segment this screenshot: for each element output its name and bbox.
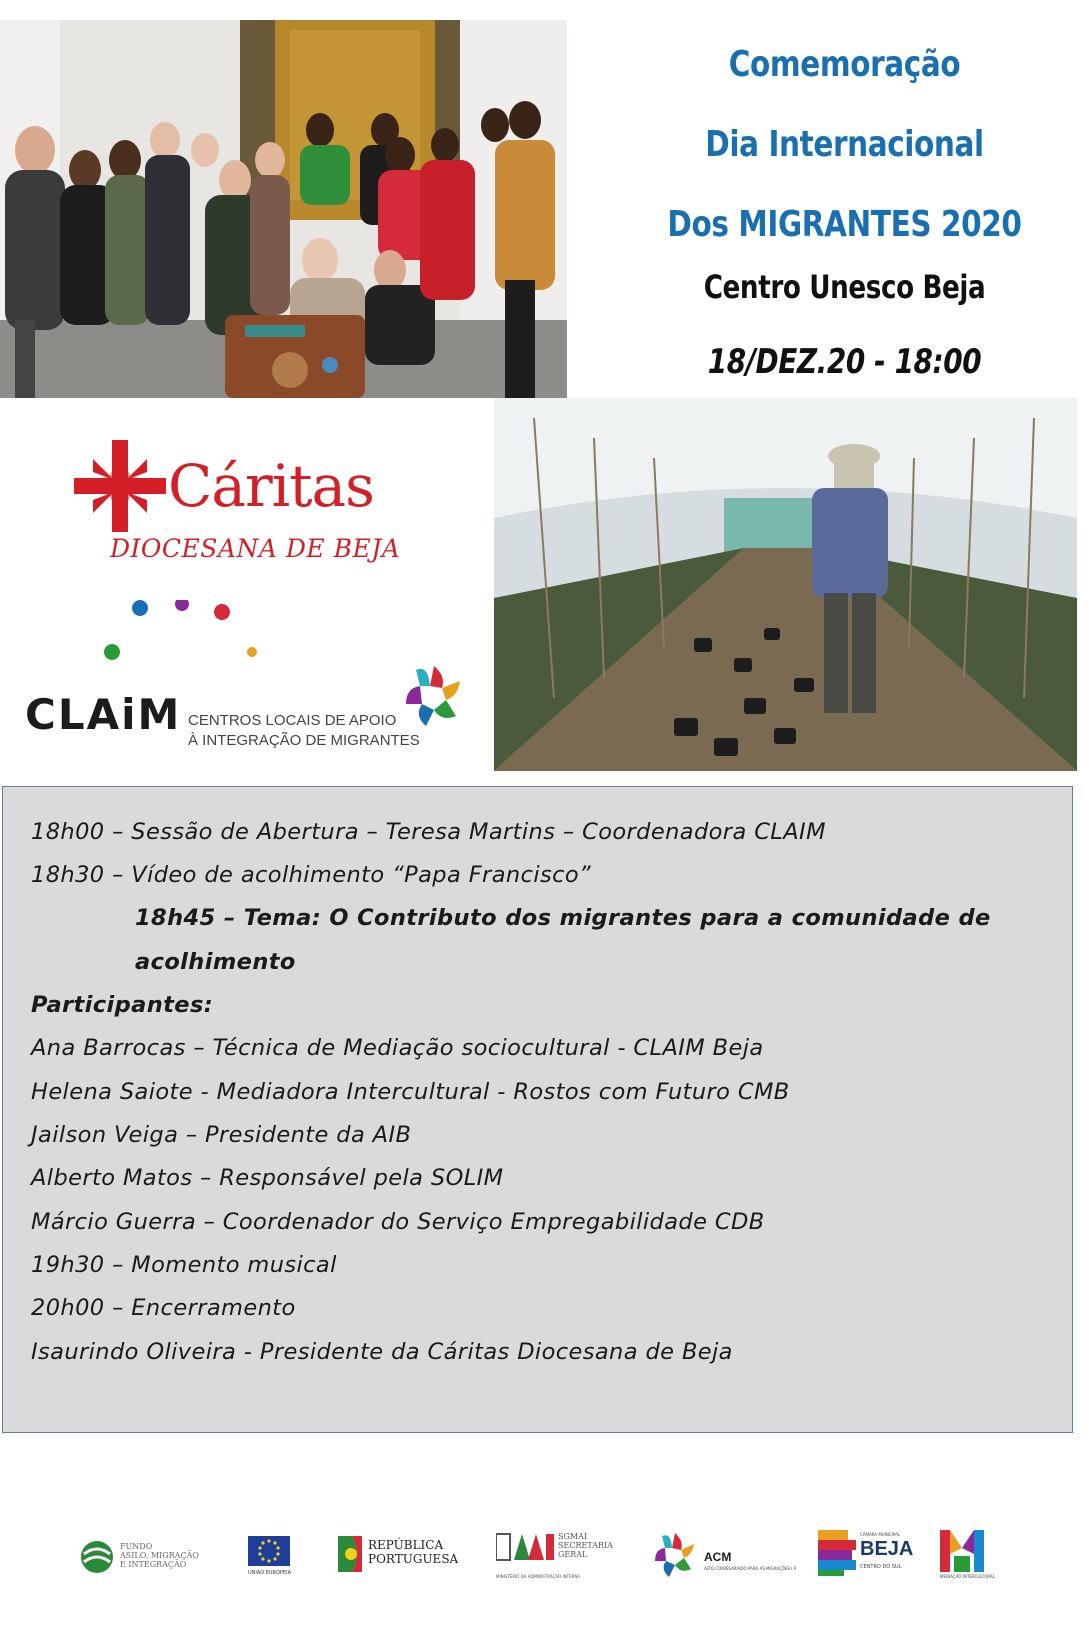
programme-participant: Helena Saiote - Mediadora Intercultural - Rostos com Futuro CMB xyxy=(31,1079,790,1105)
programme-participant: Alberto Matos – Responsável pela SOLIM xyxy=(31,1165,504,1191)
sgmai-logo xyxy=(496,1532,636,1586)
programme-line-theme: 18h45 – Tema: O Contributo dos migrantes para a comunidade de xyxy=(135,905,991,931)
programme-line-opening: 18h00 – Sessão de Abertura – Teresa Martins – Coordenadora CLAIM xyxy=(31,819,826,845)
programme-line-closing-speaker: Isaurindo Oliveira - Presidente da Cáritas Diocesana de Beja xyxy=(31,1339,733,1365)
title-line-commemoration: Comemoração xyxy=(728,44,961,85)
title-line-international-day: Dia Internacional xyxy=(705,124,984,165)
title-line-migrants-2020: Dos MIGRANTES 2020 xyxy=(667,204,1022,245)
sgmai-emblem-icon xyxy=(496,1532,556,1564)
mediacao-intercultural-logo xyxy=(940,1530,1000,1586)
portugal-flag-icon xyxy=(338,1536,362,1572)
fami-text-1: FUNDO xyxy=(120,1542,153,1551)
caritas-logo-name: Cáritas xyxy=(168,452,374,520)
acm-people-wheel-icon xyxy=(650,1530,700,1580)
programme-line-theme-cont: acolhimento xyxy=(135,949,296,975)
fami-globe-icon xyxy=(80,1540,114,1574)
sgmai-text-4: MINISTÉRIO DA ADMINISTRAÇÃO INTERNA xyxy=(496,1574,581,1579)
fami-text-3: E INTEGRAÇÃO xyxy=(120,1560,187,1569)
caritas-logo-subtitle: DIOCESANA DE BEJA xyxy=(110,534,401,563)
republica-portuguesa-logo xyxy=(338,1536,468,1580)
camara-beja-logo xyxy=(818,1530,918,1586)
caritas-cross-icon xyxy=(74,440,166,532)
sgmai-text-3: GERAL xyxy=(558,1550,588,1559)
sgmai-text-1: SGMAI xyxy=(558,1532,587,1541)
beja-text: BEJA xyxy=(860,1538,914,1560)
rp-text-1: REPÚBLICA xyxy=(368,1538,444,1552)
event-datetime: 18/DEZ.20 - 18:00 xyxy=(707,342,982,382)
eu-flag-icon xyxy=(248,1536,290,1566)
programme-box xyxy=(2,786,1073,1433)
programme-participant: Ana Barrocas – Técnica de Mediação sociocultural - CLAIM Beja xyxy=(31,1035,764,1061)
rp-text-2: PORTUGUESA xyxy=(368,1552,459,1566)
greenhouse-photo xyxy=(494,398,1077,771)
acm-sub: ALTO COMISSARIADO PARA AS MIGRAÇÕES I.P. xyxy=(704,1566,797,1571)
eu-text: UNIÃO EUROPEIA xyxy=(248,1570,292,1576)
programme-line-closing: 20h00 – Encerramento xyxy=(31,1295,296,1321)
beja-sub: CENTRO DO SUL xyxy=(860,1564,902,1570)
acm-text: ACM xyxy=(704,1550,732,1564)
group-photo xyxy=(0,20,567,398)
claim-logo-subtitle-1: CENTROS LOCAIS DE APOIO xyxy=(188,712,397,729)
programme-participant: Márcio Guerra – Coordenador do Serviço Empregabilidade CDB xyxy=(31,1209,765,1235)
sgmai-text-2: SECRETARIA xyxy=(558,1541,613,1550)
acm-logo xyxy=(650,1530,820,1586)
claim-people-wheel-icon xyxy=(398,660,470,732)
mi-sub: MEDIAÇÃO INTERCULTURAL xyxy=(940,1574,995,1579)
beja-top: CÂMARA MUNICIPAL xyxy=(860,1532,900,1537)
eu-logo xyxy=(248,1536,296,1584)
footer-logos xyxy=(80,1530,1020,1590)
claim-logo-word: CLAiM xyxy=(25,690,182,739)
programme-line-video: 18h30 – Vídeo de acolhimento “Papa Francisco” xyxy=(31,862,592,888)
claim-logo-subtitle-2: À INTEGRAÇÃO DE MIGRANTES xyxy=(188,732,420,749)
programme-participant: Jailson Veiga – Presidente da AIB xyxy=(31,1122,412,1148)
fami-text-2: ASILO, MIGRAÇÃO xyxy=(120,1551,199,1560)
beja-emblem-icon xyxy=(818,1530,856,1576)
programme-line-music: 19h30 – Momento musical xyxy=(31,1252,337,1278)
programme-participants-heading: Participantes: xyxy=(31,992,214,1018)
claim-dots-icon xyxy=(100,600,280,680)
mi-emblem-icon xyxy=(940,1530,984,1572)
fami-logo xyxy=(80,1536,210,1580)
event-venue: Centro Unesco Beja xyxy=(703,268,986,306)
